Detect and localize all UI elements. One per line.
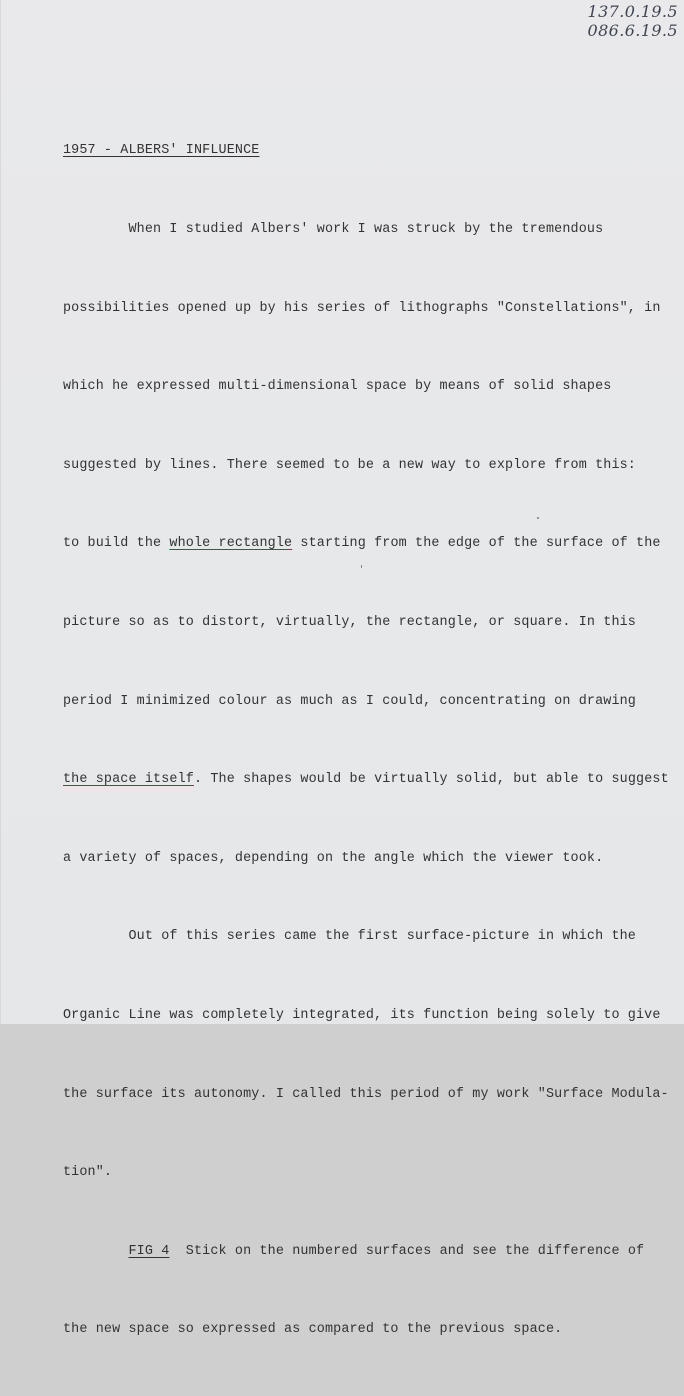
text-line: Out of this series came the first surface-picture in which the (63, 929, 636, 945)
text-fragment: to build the (63, 536, 170, 552)
paper-speck (361, 565, 362, 568)
text-line (63, 1239, 683, 1265)
underlined-phrase-whole-rectangle: whole rectangle (169, 536, 293, 552)
text-line: a variety of spaces, depending on the angle which the viewer took. (63, 850, 604, 866)
text-line: tion". (63, 1165, 113, 1181)
document-heading: 1957 - ALBERS' INFLUENCE (63, 143, 260, 159)
heading-line (63, 138, 683, 164)
text-fragment: . The shapes would be virtually solid, but able to suggest (193, 772, 669, 788)
text-line (63, 531, 683, 557)
text-line (63, 767, 683, 793)
text-line: suggested by lines. There seemed to be a new way to explore from this: (63, 457, 636, 473)
typed-text-body (63, 86, 683, 1396)
figure-reference: FIG 4 (128, 1243, 170, 1259)
text-line: which he expressed multi-dimensional space by means of solid shapes (63, 379, 612, 395)
text-line: the new space so expressed as compared to the previous space. (63, 1322, 563, 1338)
archive-reference-line-1: 137.0.19.5 (587, 2, 678, 21)
text-fragment: Stick on the numbered surfaces and see the difference of (169, 1243, 645, 1259)
text-line: When I studied Albers' work I was struck by the tremendous (63, 222, 604, 237)
text-fragment (63, 1244, 129, 1259)
text-line: Organic Line was completely integrated, its function being solely to give (63, 1007, 661, 1023)
text-line: possibilities opened up by his series of lithographs "Constellations", in (63, 300, 661, 316)
paper-speck (537, 517, 539, 519)
text-fragment: starting from the edge of the surface of the (292, 536, 661, 552)
text-line: the surface its autonomy. I called this period of my work "Surface Modula- (63, 1086, 669, 1102)
text-line: period I minimized colour as much as I could, concentrating on drawing (63, 693, 636, 709)
archive-reference-line-2: 086.6.19.5 (587, 21, 678, 40)
text-line: picture so as to distort, virtually, the rectangle, or square. In this (63, 614, 636, 630)
underlined-phrase-space-itself: the space itself (63, 772, 194, 788)
archive-reference-handwriting (587, 2, 678, 40)
